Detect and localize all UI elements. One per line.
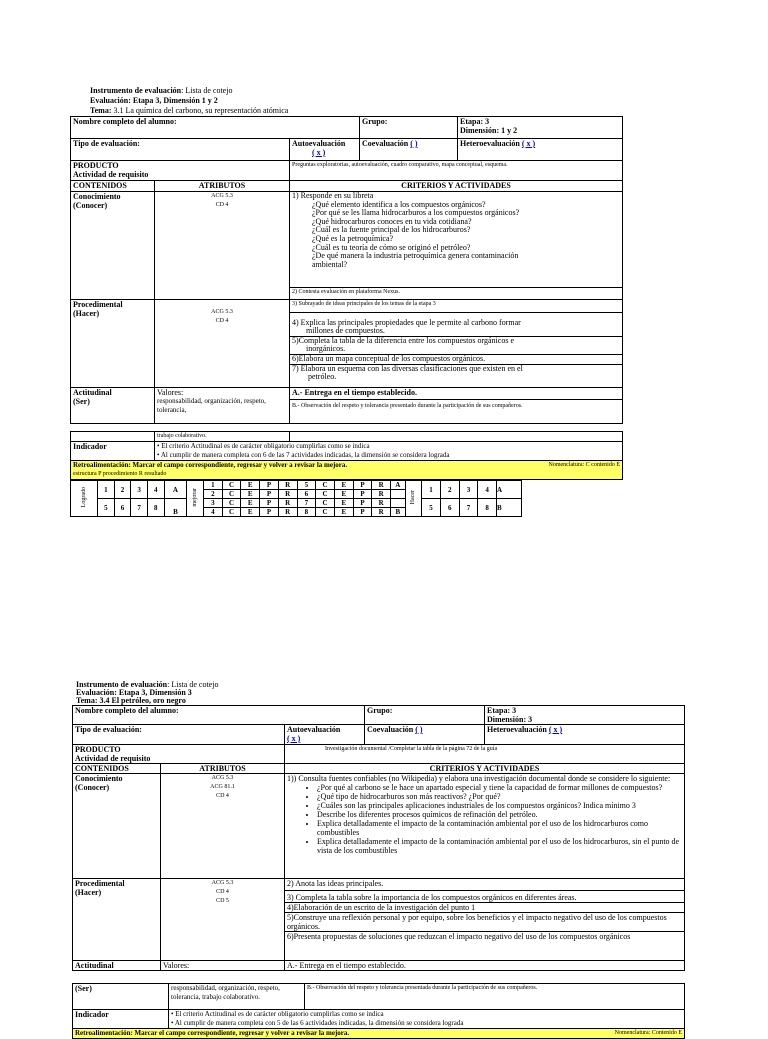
grid-cell[interactable]: 5 <box>98 499 115 517</box>
product-text: Investigación documental /Completar la tabla de la página 72 de la guía <box>285 745 685 764</box>
procedural-attributes: ACG 5.3 CD 4 <box>155 300 290 388</box>
grid-cell[interactable]: P <box>260 499 279 508</box>
grid-cell[interactable]: C <box>222 499 241 508</box>
grid-cell[interactable]: E <box>241 499 260 508</box>
grid-cell[interactable]: 7 <box>459 499 478 517</box>
list-item: • ¿Qué tipo de hidrocarburos son más reactivos? ¿Por qué? <box>317 792 682 801</box>
grid-cell[interactable]: 6 <box>440 499 459 517</box>
grid-cell[interactable]: B <box>391 508 406 517</box>
stage-cell: Etapa: 3 Dimensión: 1 y 2 <box>458 117 623 139</box>
grid-cell[interactable]: 3 <box>204 499 223 508</box>
indicator-text: • El criterio Actitudinal es de carácter obligatorio cumplirlas como se indica • Al cumplir de manera completa con 6 de las 7 actividades indicadas, la dimensión se considera lograda <box>155 442 623 461</box>
grid-cell[interactable]: 1 <box>98 481 115 499</box>
grid-cell[interactable]: 1 <box>204 481 223 490</box>
grid-cell[interactable]: E <box>334 481 353 490</box>
indicator-table-2 <box>72 983 685 1039</box>
topic-line: Tema: 3.4 El petróleo, oro negro <box>76 696 186 705</box>
grid-cell[interactable]: P <box>353 508 372 517</box>
group-field[interactable]: Grupo: <box>365 706 485 725</box>
improve-label: mejorar <box>187 481 204 517</box>
grid-cell[interactable]: R <box>278 490 297 499</box>
grid-cell[interactable]: P <box>353 490 372 499</box>
grid-cell[interactable]: P <box>353 481 372 490</box>
product-text: Preguntas exploratorias, autoevaluación, cuadro comparativo, mapa conceptual, esquema. <box>290 161 623 181</box>
achieved-label: Logrado <box>71 481 98 517</box>
list-item: • Describe los diferentes procesos químicos de refinación del petróleo. <box>317 810 682 819</box>
attributes-header: ATRIBUTOS <box>155 181 290 192</box>
grid-cell[interactable]: P <box>353 499 372 508</box>
grid-cell[interactable]: 4 <box>478 481 497 499</box>
attitudinal-criteria-b: B.- Observación del respeto y tolerancia presentada durante la participación de sus compañeros. <box>305 984 685 1010</box>
attitudinal-criteria-a: A.- Entrega en el tiempo establecido. <box>285 961 685 971</box>
grid-cell[interactable]: C <box>316 499 335 508</box>
co-evaluation-option[interactable]: Coevaluación ( ) <box>360 139 458 161</box>
contents-header: CONTENIDOS <box>71 181 155 192</box>
grid-cell[interactable]: E <box>241 481 260 490</box>
grid-cell[interactable]: P <box>260 508 279 517</box>
knowledge-attributes: ACG 5.3 CD 4 <box>155 192 290 300</box>
grid-cell[interactable]: P <box>260 481 279 490</box>
feedback-banner: Retroalimentación: Marcar el campo correspondiente, regresar y volver a revisar la mejora. Nomenclatura: Contenido E <box>73 1029 685 1039</box>
grid-cell[interactable]: 6 <box>297 490 316 499</box>
grid-cell[interactable]: C <box>316 508 335 517</box>
list-item: • ¿Por qué al carbono se le hace un apartado especial y tiene la capacidad de formar millones de compuestos? <box>317 783 682 792</box>
grid-cell[interactable]: R <box>278 508 297 517</box>
grid-cell[interactable]: C <box>316 490 335 499</box>
self-evaluation-option[interactable]: Autoevaluación ( x ) <box>285 725 365 745</box>
grid-cell[interactable]: C <box>222 490 241 499</box>
grid-cell[interactable]: 8 <box>297 508 316 517</box>
sheet-header <box>72 681 684 705</box>
grid-cell[interactable]: A <box>391 481 406 490</box>
grid-cell[interactable]: E <box>334 499 353 508</box>
grid-cell[interactable]: C <box>222 508 241 517</box>
attitudinal-ser-label: (Ser) <box>73 984 169 1010</box>
evaluation-line: Evaluación: Etapa 3, Dimensión 1 y 2 <box>90 96 218 105</box>
evaluation-type-label: Tipo de evaluación: <box>71 139 290 161</box>
values-continued: trabajo colaborativo. <box>155 432 290 442</box>
grid-cell[interactable]: B <box>497 499 522 517</box>
grid-cell[interactable]: R <box>372 490 391 499</box>
attitudinal-label: Actitudinal (Ser) <box>71 388 155 424</box>
grid-cell[interactable]: P <box>260 490 279 499</box>
attitudinal-label: Actitudinal <box>73 961 161 971</box>
grid-cell[interactable]: 2 <box>440 481 459 499</box>
grid-cell[interactable]: E <box>334 508 353 517</box>
list-item: • Explica detalladamente el impacto de la contaminación ambiental por el uso de los hidrocarburos, sin el punto de vista de los combustibles <box>317 837 682 855</box>
attitudinal-criteria: A.- Entrega en el tiempo establecido. B.- Observación del respeto y tolerancia presentado durante la participación de sus compañeros. <box>290 388 623 424</box>
feedback-banner: Retroalimentación: Marcar el campo correspondiente, regresar y volver a revisar la mejora. Nomenclatura: C contenido E estructura P procedimiento R resultado <box>71 461 623 480</box>
list-item: • Explica detalladamente el impacto de la contaminación ambiental por el uso de los hidrocarburos como combustibles <box>317 819 682 837</box>
grid-cell[interactable]: A <box>164 481 187 499</box>
grid-cell[interactable]: E <box>241 508 260 517</box>
indicator-label: Indicador <box>73 1010 169 1029</box>
hetero-evaluation-option[interactable]: Heteroevaluación ( x ) <box>458 139 623 161</box>
grid-cell[interactable]: 2 <box>114 481 131 499</box>
student-name-field[interactable]: Nombre completo del alumno: <box>71 117 360 139</box>
attributes-header: ATRIBUTOS <box>161 764 285 774</box>
procedural-label: Procedimental (Hacer) <box>71 300 155 388</box>
grid-cell[interactable]: 2 <box>204 490 223 499</box>
procedural-criteria: 3) Subrayado de ideas principales de los temas de la etapa 3 4) Explica las principales propiedades que le permite al carbono formar millones de compuestos. 5)Completa la tabla de la diferencia entre los compuestos orgánicos e inorgánicos. 6)Elabora un mapa conceptual de los compuestos orgánicos. 7) Elabora un esquema con las diversas clasificaciones que existen en el petróleo. <box>290 300 623 388</box>
instrument-line: Instrumento de evaluación: Lista de cotejo <box>76 680 219 689</box>
grid-cell[interactable]: R <box>278 499 297 508</box>
grid-cell[interactable]: E <box>334 490 353 499</box>
knowledge-label: Conocimiento (Conocer) <box>71 192 155 300</box>
list-item: • ¿Cuáles son las principales aplicaciones industriales de los compuestos orgánicos? Indica mínimo 3 <box>317 801 682 810</box>
instrument-line: Instrumento de evaluación: Lista de cotejo <box>90 86 233 95</box>
indicator-label: Indicador <box>71 442 155 461</box>
grid-cell[interactable]: R <box>372 508 391 517</box>
criteria-header: CRITERIOS Y ACTIVIDADES <box>290 181 623 192</box>
achievement-grid-1 <box>70 480 622 517</box>
topic-line: Tema: 3.1 La química del carbono, su representación atómica <box>90 106 289 115</box>
knowledge-criteria: 1) Responde en su libreta ¿Qué elemento identifica a los compuestos orgánicos? ¿Por qué se les llama hidrocarburos a los compuestos orgánicos? ¿Qué hidrocarburos conoces en tu vida cotidiana? ¿Cuál es la fuente principal de los hidrocarburos? ¿Qué es la petroquímica? ¿Cuál es tu teoría de cómo se originó el petróleo? ¿De qué manera la industria petroquímica genera contaminación ambiental? <box>290 192 623 288</box>
grid-cell[interactable]: 5 <box>297 481 316 490</box>
student-name-field[interactable]: Nombre completo del alumno: <box>73 706 365 725</box>
grid-cell[interactable]: A <box>497 481 522 499</box>
indicator-table-1 <box>70 431 623 480</box>
criteria-header: CRITERIOS Y ACTIVIDADES <box>285 764 685 774</box>
attitudinal-values-list: responsabilidad, organización, respeto, tolerancia, trabajo colaborativo. <box>169 984 305 1010</box>
evaluation-sheet-2 <box>72 681 684 1039</box>
grid-cell[interactable]: 5 <box>422 499 441 517</box>
grid-cell[interactable]: R <box>372 481 391 490</box>
grid-cell[interactable]: 4 <box>204 508 223 517</box>
stage-cell: Etapa: 3 Dimensión: 3 <box>485 706 685 725</box>
checklist-table-2 <box>72 705 685 971</box>
evaluation-line: Evaluación: Etapa 3, Dimensión 3 <box>76 688 192 697</box>
knowledge-label: Conocimiento (Conocer) <box>73 774 161 879</box>
grid-cell[interactable] <box>391 499 406 508</box>
evaluation-sheet-1 <box>70 86 622 517</box>
attitudinal-values: Valores: <box>161 961 285 971</box>
product-label: PRODUCTO Actividad de requisito <box>71 161 290 181</box>
grid-cell[interactable]: 3 <box>459 481 478 499</box>
grid-cell[interactable]: R <box>278 481 297 490</box>
knowledge-attributes: ACG 5.3 ACG 81.1 CD 4 <box>161 774 285 879</box>
group-field[interactable]: Grupo: <box>360 117 458 139</box>
grid-cell[interactable]: 8 <box>478 499 497 517</box>
checklist-table-1 <box>70 116 623 424</box>
do-label: Hacer <box>405 481 422 517</box>
grid-cell[interactable]: 4 <box>147 481 164 499</box>
grid-cell[interactable]: 6 <box>114 499 131 517</box>
grid-cell[interactable]: E <box>241 490 260 499</box>
knowledge-criteria: 1)) Consulta fuentes confiables (no Wikipedia) y elabora una investigación documental donde se considere lo siguiente: • ¿Por qué al carbono se le hace un apartado especial y tiene la capacidad de formar millones de compuestos? • ¿Qué tipo de hidrocarburos son más reactivos? ¿Por qué? • ¿Cuáles son las principales aplicaciones industriales de los compuestos orgánicos? Indica mínimo 3 • Describe los diferentes procesos químicos de refinación del petróleo. • Explica detalladamente el impacto de la contaminación ambiental por el uso de los hidrocarburos como combustibles • Explica detalladamente el impacto de la contaminación ambiental por el uso de los hidrocarburos, sin el punto de vista de los combustibles <box>285 774 685 879</box>
procedural-label: Procedimental (Hacer) <box>73 879 161 961</box>
self-evaluation-option[interactable]: Autoevaluación ( x ) <box>290 139 360 161</box>
grid-cell[interactable]: 7 <box>297 499 316 508</box>
evaluation-type-label: Tipo de evaluación: <box>73 725 285 745</box>
knowledge-criteria-2: 2) Contesta evaluación en plataforma Nexus. <box>290 288 623 300</box>
grid-cell[interactable]: 1 <box>422 481 441 499</box>
grid-cell[interactable]: R <box>372 499 391 508</box>
procedural-criteria: 2) Anota las ideas principales. 3) Completa la tabla sobre la importancia de los compuestos orgánicos en diferentes áreas. 4)Elaboración de un escrito de la investigación del punto 1 5)Construye una reflexión personal y por equipo, sobre los beneficios y el impacto negativo del uso de los compuestos orgánicos. 6)Presenta propuestas de soluciones que reduzcan el impacto negativo del uso de los compuestos orgánicos <box>285 879 685 961</box>
attitudinal-values: Valores: responsabilidad, organización, respeto, tolerancia, <box>155 388 290 424</box>
grid-cell[interactable]: 7 <box>131 499 148 517</box>
knowledge-list <box>287 783 682 855</box>
grid-cell[interactable] <box>391 490 406 499</box>
co-evaluation-option[interactable]: Coevaluación ( ) <box>365 725 485 745</box>
indicator-text: • El criterio Actitudinal es de carácter obligatorio cumplirlas como se indica • Al cumplir de manera completa con 5 de las 6 actividades indicadas, la dimensión se considera lograda <box>169 1010 685 1029</box>
grid-cell[interactable]: 3 <box>131 481 148 499</box>
product-label: PRODUCTO Actividad de requisito <box>73 745 285 764</box>
grid-cell[interactable]: C <box>316 481 335 490</box>
contents-header: CONTENIDOS <box>73 764 161 774</box>
grid-cell[interactable]: B <box>164 499 187 517</box>
grid-cell[interactable]: C <box>222 481 241 490</box>
hetero-evaluation-option[interactable]: Heteroevaluación ( x ) <box>485 725 685 745</box>
grid-cell[interactable]: 8 <box>147 499 164 517</box>
sheet-header <box>70 86 622 116</box>
procedural-attributes: ACG 5.3 CD 4 CD 5 <box>161 879 285 961</box>
